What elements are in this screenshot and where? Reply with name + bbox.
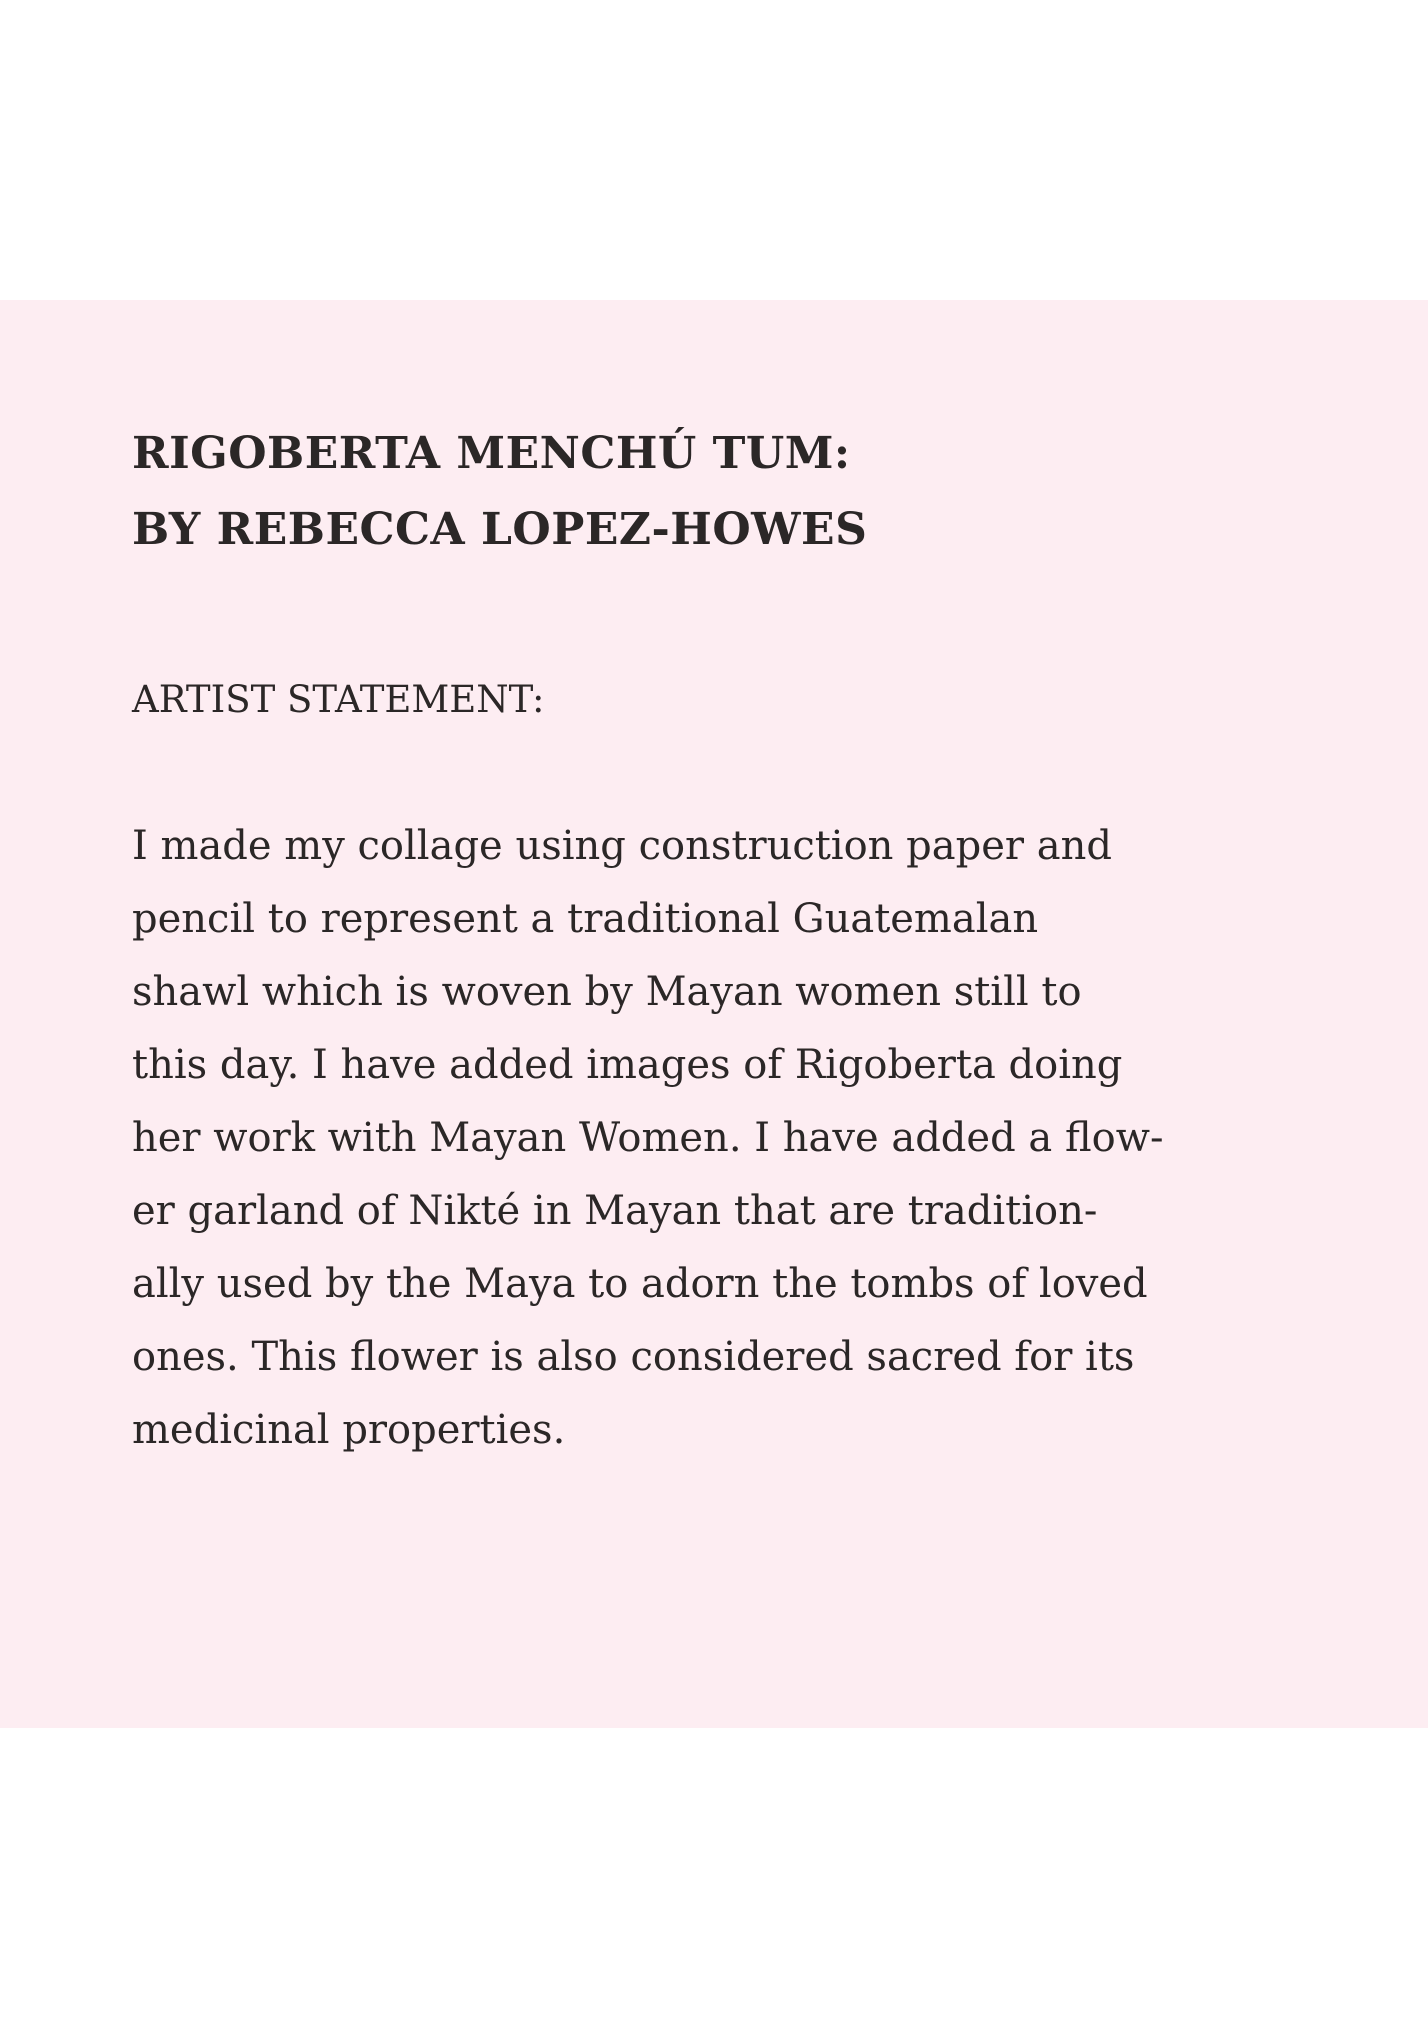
statement-line: pencil to represent a traditional Guatemalan (132, 896, 1039, 942)
statement-line: her work with Mayan Women. I have added a flow- (132, 1115, 1164, 1161)
statement-panel (0, 300, 1428, 1728)
statement-line: ones. This flower is also considered sacred for its (132, 1334, 1135, 1380)
statement-line: ally used by the Maya to adorn the tombs of loved (132, 1261, 1148, 1307)
artist-statement-label: ARTIST STATEMENT: (132, 678, 545, 721)
statement-line: shawl which is woven by Mayan women still to (132, 969, 1082, 1015)
statement-line: medicinal properties. (132, 1407, 566, 1453)
title-line-1: RIGOBERTA MENCHÚ TUM: (132, 428, 851, 479)
title-line-2: BY REBECCA LOPEZ-HOWES (132, 504, 868, 555)
statement-line: er garland of Nikté in Mayan that are tradition- (132, 1188, 1098, 1234)
statement-line: I made my collage using construction paper and (132, 823, 1112, 869)
artist-statement-body (132, 810, 1312, 1467)
statement-line: this day. I have added images of Rigoberta doing (132, 1042, 1123, 1088)
